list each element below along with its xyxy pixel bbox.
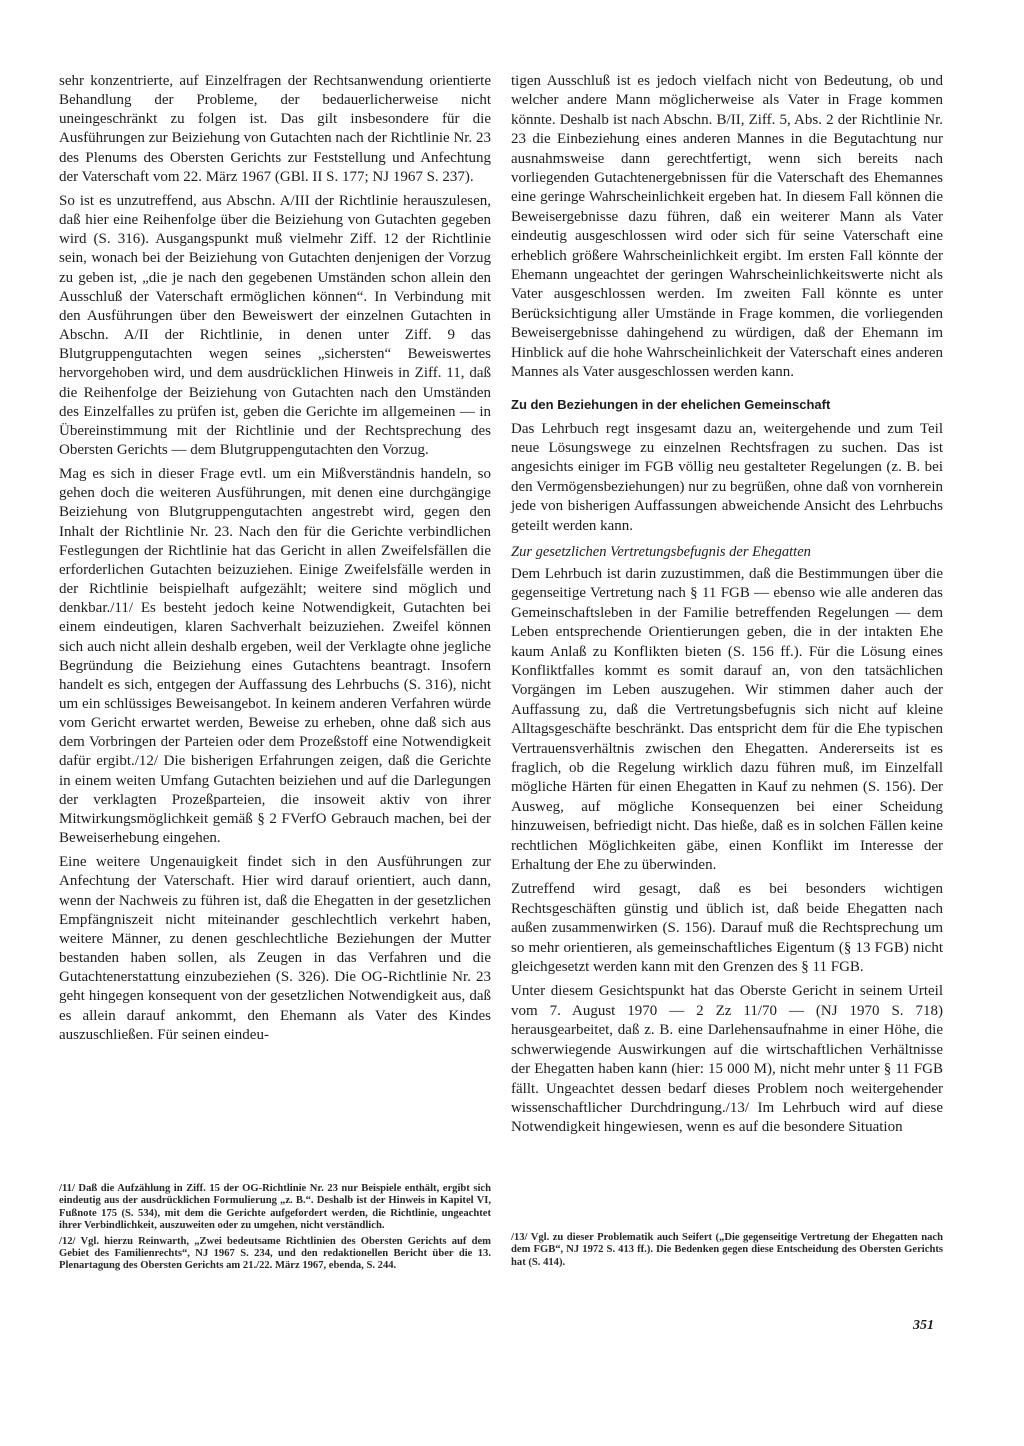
footnotes-left bbox=[59, 1183, 491, 1276]
section-heading: Zu den Beziehungen in der ehelichen Gemeinschaft bbox=[511, 396, 831, 412]
body-paragraph: Eine weitere Ungenauigkeit findet sich in den Ausführungen zur Anfechtung der Vaterschaft. Hier wird darauf orientiert, auch dann, wenn der Nachweis zu führen ist, daß die Ehegatten in der gesetzlichen Empfängniszeit nicht miteinander geschlechtlich verkehrt haben, weitere Männer, zu denen geschlechtliche Beziehungen der Mutter bestanden haben sollen, als Zeugen in das Verfahren und die Gutachtenerstattung einzubeziehen (S. 326). Die OG-Richtlinie Nr. 23 geht hingegen konsequent von der gesetzlichen Notwendigkeit aus, daß es allein darauf ankommt, den Ehemann als Vater des Kindes auszuschließen. Für seinen eindeu- bbox=[59, 854, 491, 1043]
page-number: 351 bbox=[913, 1318, 934, 1333]
footnotes-right bbox=[511, 1232, 943, 1272]
body-paragraph: sehr konzentrierte, auf Einzelfragen der Rechtsanwendung orientierte Behandlung der Probleme, der bedauerlicherweise nicht uneingeschränkt zu folgen ist. Das gilt insbesondere für die Ausführungen zur Beiziehung von Gutachten nach der Richtlinie Nr. 23 des Plenums des Obersten Gerichts zur Feststellung und Anfechtung der Vaterschaft vom 22. März 1967 (GBl. II S. 177; NJ 1967 S. 237). bbox=[59, 73, 491, 185]
body-paragraph: So ist es unzutreffend, aus Abschn. A/III der Richtlinie herauszulesen, daß hier eine Reihenfolge über die Beiziehung von Gutachten gegeben wird (S. 316). Ausgangspunkt muß vielmehr Ziff. 12 der Richtlinie sein, wonach bei der Beiziehung von Gutachten denjenigen der Vorzug zu geben ist, „die je nach den gegebenen Umständen schon allein den Ausschluß der Vaterschaft ermöglichen können“. In Verbindung mit den Ausführungen über den Beweiswert der einzelnen Gutachten in Abschn. A/II der Richtlinie, in denen unter Ziff. 9 das Blutgruppengutachten wegen seines „sichersten“ Beweiswertes hervorgehoben wird, und dem ausdrücklichen Hinweis in Ziff. 11, daß die Reihenfolge der Beiziehung von Gutachten nach den Umständen des Einzelfalles zu prüfen ist, geben die Gerichte im allgemeinen — in Übereinstimmung mit der Richtlinie und der Rechtsprechung des Obersten Gerichts — dem Blutgruppengutachten den Vorzug. bbox=[59, 192, 491, 458]
body-paragraph: Dem Lehrbuch ist darin zuzustimmen, daß die Bestimmungen über die gegenseitige Vertretung nach § 11 FGB — ebenso wie alle anderen das Gemeinschaftsleben in der Familie betreffenden Regelungen — dem Leben entsprechende Orientierungen geben, die in der intakten Ehe kaum Anlaß zu Konflikten bieten (S. 156 ff.). Für die Lösung eines Konfliktfalles kommt es somit darauf an, von den tatsächlichen Vorgängen im Leben auszugehen. Wir stimmen daher auch der Auffassung zu, daß die Vertretungsbefugnis sich nicht auf kleine Alltagsgeschäfte beschränkt. Das entspricht dem für die Ehe typischen Vertrauensverhältnis zwischen den Ehegatten. Andererseits ist es fraglich, ob die Regelung wirklich dazu führen muß, im Einzelfall mögliche Härten für einen Ehegatten in Kauf zu nehmen (S. 156). Der Ausweg, auf mögliche Konsequenzen bei einer Scheidung hinzuweisen, befriedigt nicht. Das hieße, daß es in solchen Fällen keine rechtlichen Möglichkeiten gäbe, einen Konflikt im Interesse der Erhaltung der Ehe zu überwinden. bbox=[511, 565, 943, 874]
body-paragraph: Zutreffend wird gesagt, daß es bei besonders wichtigen Rechtsgeschäften günstig und üblich ist, daß beide Ehegatten nach außen zusammenwirken (S. 156). Darauf muß die Rechtsprechung um so mehr orientieren, als gemeinschaftliches Eigentum (§ 13 FGB) nicht gleichgesetzt werden kann mit den Grenzen des § 11 FGB. bbox=[511, 881, 943, 976]
right-column bbox=[511, 72, 943, 1143]
section-subheading: Zur gesetzlichen Vertretungsbefugnis der Ehegatten bbox=[511, 543, 811, 560]
body-paragraph: tigen Ausschluß ist es jedoch vielfach nicht von Bedeutung, ob und welcher andere Mann möglicherweise als Vater in Frage kommen könnte. Deshalb ist nach Abschn. B/II, Ziff. 5, Abs. 2 der Richtlinie Nr. 23 die Einbeziehung eines anderen Mannes in die Begutachtung nur ausnahmsweise dann gerechtfertigt, wenn sich bereits nach vorliegenden Gutachtenergebnissen für die Vaterschaft des Ehemannes eine geringe Wahrscheinlichkeit ergeben hat. In diesem Fall können die Beweisergebnisse dazu führen, daß ein weiterer Mann als Vater eindeutig ausgeschlossen wird oder sich für seine Vaterschaft eine erheblich größere Wahrscheinlichkeit ergibt. Im ersten Fall könnte der Ehemann ungeachtet der geringen Wahrscheinlichkeitswerte nicht als Vater ausgeschlossen werden. Im zweiten Fall könnte es unter Berücksichtigung aller Umstände in Frage kommen, die vorliegenden Beweisergebnisse dahingehend zu würdigen, daß der Ehemann im Hinblick auf die hohe Wahrscheinlichkeit der Vaterschaft eines anderen Mannes als Vater ausgeschlossen werden kann. bbox=[511, 73, 943, 381]
body-paragraph: Mag es sich in dieser Frage evtl. um ein Mißverständnis handeln, so gehen doch die weiteren Ausführungen, mit denen eine durchgängige Beiziehung von Blutgruppengutachten angestrebt wird, gegen den Inhalt der Richtlinie Nr. 23. Nach den für die Gerichte verbindlichen Festlegungen der Richtlinie hat das Gericht in allen Zweifelsfällen die erforderlichen Gutachten beizuziehen. Einige Zweifelsfälle werden in der Richtlinie beispielhaft aufgezählt; weitere sind möglich und denkbar./11/ Es besteht jedoch keine Notwendigkeit, Gutachten bei einem eindeutigen, klaren Sachverhalt beizuziehen. Zweifel können sich auch nicht allein deshalb ergeben, weil der Verklagte ohne jegliche Begründung die Beiziehung eines Gutachtens beantragt. Insofern handelt es sich, entgegen der Auffassung des Lehrbuchs (S. 316), nicht um ein schlüssiges Beweisangebot. In keinem anderen Verfahren würde vom Gericht erwartet werden, Beweise zu erheben, ohne daß sich aus dem Vorbringen der Parteien oder dem Prozeßstoff eine Notwendigkeit dafür ergibt./12/ Die bisherigen Erfahrungen zeigen, daß die Gerichte in einem weiten Umfang Gutachten beiziehen und auf die Darlegungen der verklagten Prozeßparteien, die insoweit aktiv von ihrer Mitwirkungsmöglichkeit gemäß § 2 FVerfO Gebrauch machen, bei der Beweiserhebung eingehen. bbox=[59, 466, 491, 847]
left-column bbox=[59, 72, 491, 1050]
footnote-11: /11/ Daß die Aufzählung in Ziff. 15 der OG-Richtlinie Nr. 23 nur Beispiele enthält, ergibt sich eindeutig aus der ausdrücklichen Formulierung „z. B.“. Deshalb ist der Hinweis in Kapitel VI, Fußnote 175 (S. 534), mit dem die Gerichte aufgefordert werden, die Richtlinie, ungeachtet ihrer Verbindlichkeit, auszuweiten oder zu umgehen, nicht verständlich. bbox=[59, 1183, 491, 1232]
footnote-13: /13/ Vgl. zu dieser Problematik auch Seifert („Die gegenseitige Vertretung der Ehegatten nach dem FGB“, NJ 1972 S. 413 ff.). Die Bedenken gegen diese Entscheidung des Obersten Gerichts hat (S. 414). bbox=[511, 1232, 943, 1268]
footnote-12: /12/ Vgl. hierzu Reinwarth, „Zwei bedeutsame Richtlinien des Obersten Gerichts auf dem Gebiet des Familienrechts“, NJ 1967 S. 234, und den redaktionellen Bericht über die 13. Plenartagung des Obersten Gerichts am 21./22. März 1967, ebenda, S. 244. bbox=[59, 1235, 491, 1272]
body-paragraph: Unter diesem Gesichtspunkt hat das Oberste Gericht in seinem Urteil vom 7. August 1970 — 2 Zz 11/70 — (NJ 1970 S. 718) herausgearbeitet, daß z. B. eine Darlehensaufnahme in einer Höhe, die schwerwiegende Auswirkungen auf die wirtschaftlichen Verhältnisse der Ehegatten haben kann (hier: 15 000 M), nicht mehr unter § 11 FGB fällt. Ungeachtet dessen bedarf dieses Problem noch weitergehender wissenschaftlicher Durchdringung./13/ Im Lehrbuch wird auf diese Notwendigkeit hingewiesen, wenn es auf die besondere Situation bbox=[511, 983, 943, 1136]
body-paragraph: Das Lehrbuch regt insgesamt dazu an, weitergehende und zum Teil neue Lösungswege zu einzelnen Rechtsfragen zu suchen. Das ist angesichts einiger im FGB völlig neu gestalteter Regelungen (z. B. bei den Vermögensbeziehungen) nur zu begrüßen, ohne daß von vornherein jede von bisherigen Auffassungen abweichende Ansicht des Lehrbuchs geteilt werden kann. bbox=[511, 420, 943, 534]
